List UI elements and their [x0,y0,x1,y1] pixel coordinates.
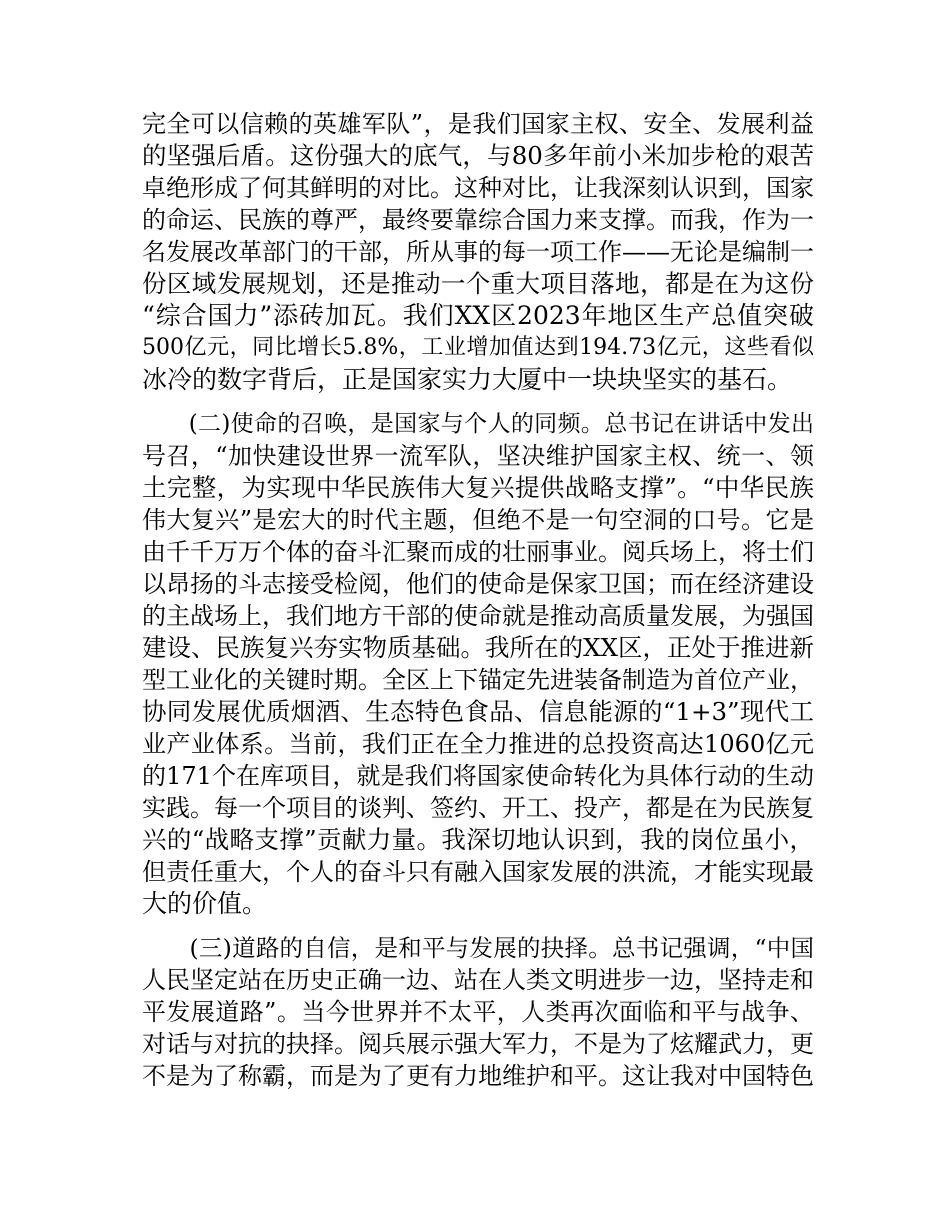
section-heading-line: (三)道路的自信，是和平与发展的抉择。总书记强调，“中国 [142,934,814,962]
text-line: 以昂扬的斗志接受检阅，他们的使命是保家卫国；而在经济建设 [142,570,814,598]
text-line: 500亿元，同比增长5.8%，工业增加值达到194.73亿元，这些看似 [142,335,814,360]
text-line: 但责任重大，个人的奋斗只有融入国家发展的洪流，才能实现最 [142,858,814,886]
text-line: 份区域发展规划，还是推动一个重大项目落地，都是在为这份 [142,269,814,298]
text-line: 冰冷的数字背后，正是国家实力大厦中一块块坚实的基石。 [142,365,793,394]
text-line: 协同发展优质烟酒、生态特色食品、信息能源的“1+3”现代工 [142,697,814,726]
text-line: 不是为了称霸，而是为了更有力地维护和平。这让我对中国特色 [142,1062,814,1090]
text-line: 的命运、民族的尊严，最终要靠综合国力来支撑。而我，作为一 [142,206,814,234]
text-line: 型工业化的关键时期。全区上下锚定先进装备制造为首位产业， [142,666,814,694]
text-line: 的主战场上，我们地方干部的使命就是推动高质量发展，为强国 [142,602,814,630]
text-line: 业产业体系。当前，我们正在全力推进的总投资高达1060亿元 [142,730,814,758]
text-line: 大的价值。 [142,889,268,918]
paragraph-mission-call [142,408,814,920]
text-line: 建设、民族复兴夯实物质基础。我所在的XX区，正处于推进新 [142,633,814,662]
text-line: 卓绝形成了何其鲜明的对比。这种对比，让我深刻认识到，国家 [142,174,814,202]
text-line: 号召，“加快建设世界一流军队，坚决维护国家主权、统一、领 [142,442,814,470]
text-line: 人民坚定站在历史正确一边、站在人类文明进步一边，坚持走和 [142,966,814,994]
document-body [142,108,814,1104]
text-line: 的171个在库项目，就是我们将国家使命转化为具体行动的生动 [142,762,814,790]
paragraph-road-confidence [142,932,814,1092]
text-line: 土完整，为实现中华民族伟大复兴提供战略支撑”。“中华民族 [142,473,814,502]
text-line: 由千千万万个体的奋斗汇聚而成的壮丽事业。阅兵场上，将士们 [142,538,814,566]
section-heading-line: (二)使命的召唤，是国家与个人的同频。总书记在讲话中发出 [142,411,814,437]
text-line: 兴的“战略支撑”贡献力量。我深切地认识到，我的岗位虽小， [142,825,814,854]
text-line: 的坚强后盾。这份强大的底气，与80多年前小米加步枪的艰苦 [142,141,814,170]
text-line: 平发展道路”。当今世界并不太平，人类再次面临和平与战争、 [142,998,814,1026]
text-line: 实践。每一个项目的谈判、签约、开工、投产，都是在为民族复 [142,794,814,822]
text-line: 伟大复兴”是宏大的时代主题，但绝不是一句空洞的口号。它是 [142,506,814,534]
text-line: 完全可以信赖的英雄军队”，是我们国家主权、安全、发展利益 [142,110,814,138]
paragraph-national-strength [142,108,814,396]
text-line: 名发展改革部门的干部，所从事的每一项工作——无论是编制一 [142,238,814,266]
text-line: “综合国力”添砖加瓦。我们XX区2023年地区生产总值突破 [142,301,814,330]
text-line: 对话与对抗的抉择。阅兵展示强大军力，不是为了炫耀武力，更 [142,1030,814,1058]
